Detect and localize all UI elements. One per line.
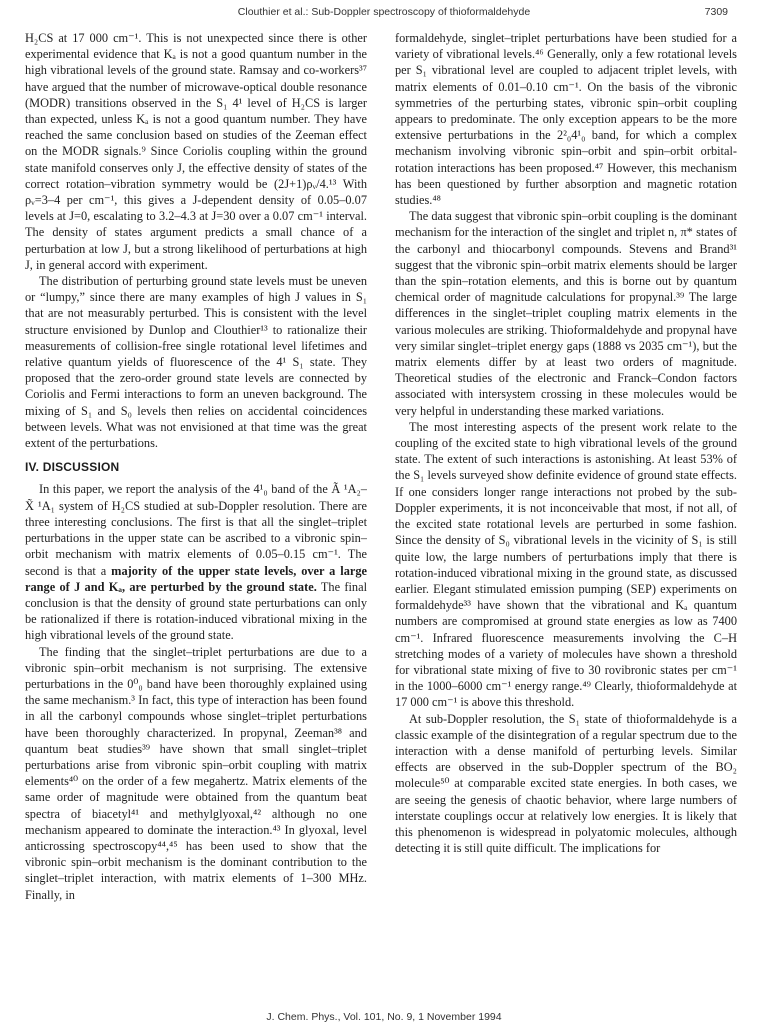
page-number: 7309 — [704, 6, 728, 18]
paragraph: The distribution of perturbing ground state levels must be uneven or “lumpy,” since there are many examples of high J values in S₁ that are not measurably perturbed. This is consistent with the level structure envisioned by Dunlop and Clouthier¹³ to rationalize their measurements of collision-free single rotational level lifetimes and relative quantum yields of fluorescence of the 4¹ S₁ state. They proposed that the zero-order ground state levels are connected by Coriolis and Fermi interactions to form an uneven background. The mixing of S₁ and S₀ levels then relies on accidental coincidences between levels. What was not envisioned at that time was the great extent of the perturbations. — [25, 274, 367, 451]
emphasized-text: majority of the upper state levels, over a large range of J and Kₐ, are perturbed by the ground state. — [25, 563, 367, 594]
paragraph: At sub-Doppler resolution, the S₁ state of thioformaldehyde is a classic example of the disintegration of a regular spectrum due to the interaction with a dense manifold of perturbing levels. Similar effects are observed in the sub-Doppler spectrum of the BO₂ molecule⁵⁰ at comparable excited state energies. In both cases, we are seeing the genesis of chaotic behavior, where large numbers of interstate couplings occur at relatively low energies. It is likely that this phenomenon is widespread in polyatomic molecules, although detecting it is still quite difficult. The implications for — [395, 711, 737, 856]
paragraph: The data suggest that vibronic spin–orbit coupling is the dominant mechanism for the interaction of the singlet and triplet n, π* states of the carbonyl and thiocarbonyl compounds. Stevens and Brand³¹ suggest that the vibronic spin–orbit matrix elements should be larger than the spin–rotation elements, and this is borne out by quantum chemical order of magnitude calculations for propynal.³⁹ The large differences in the singlet–triplet coupling matrix elements in the various molecules are striking. Thioformaldehyde and propynal have very similar singlet–triplet energy gaps (1888 vs 2035 cm⁻¹), but the matrix elements differ by at least two orders of magnitude. Theoretical studies of the electronic and Franck–Condon factors associated with intersystem crossing in these molecules would be very helpful in understanding these marked variations. — [395, 209, 737, 418]
paragraph: H₂CS at 17 000 cm⁻¹. This is not unexpected since there is other experimental evidence that Kₐ is not a good quantum number in the high vibrational levels of the ground state. Ramsay and co-workers³⁷ have argued that the number of microwave-optical double resonance (MODR) transitions observed in the S₁ 4¹ level of H₂CS is larger than expected, unless Kₐ is not a good quantum number. They have reached the same conclusion based on studies of the Zeeman effect on the MODR signals.⁹ Since Coriolis coupling within the ground state manifold conserves only J, the effective density of states of the correct rotation–vibration symmetry would be (2J+1)ρᵥ/4.¹³ With ρᵥ=3–4 per cm⁻¹, this gives a J-dependent density of 0.05–0.07 levels at J=0, escalating to 3.2–4.3 at J=30 over a 0.07 cm⁻¹ interval. The density of states argument predicts a small chance of a perturbation at low J, but a strong likelihood of perturbations at high J, in general accord with experiment. — [25, 31, 367, 272]
running-head — [0, 4, 768, 24]
paragraph-text: In this paper, we report the analysis of the 4¹₀ band of the Ã ¹A₂–X̃ ¹A₁ system of H₂CS studied at sub-Doppler resolution. There are three interesting conclusions. The first is that all the singlet–triplet perturbations in the upper state can be ascribed to a vibronic spin–orbit mechanism with matrix elements of 0.05–0.15 cm⁻¹. The second is that a — [25, 482, 367, 578]
journal-citation-footer: J. Chem. Phys., Vol. 101, No. 9, 1 November 1994 — [266, 1011, 502, 1023]
paragraph-text: The final conclusion is that the density of ground state perturbations can only be rationalized if there is rotation-induced vibrational mixing in the high vibrational levels of the ground state. — [25, 579, 367, 643]
paragraph: The most interesting aspects of the present work relate to the coupling of the excited state to high vibrational levels of the ground state. The extent of such interactions is astonishing. At least 53% of the S₁ levels surveyed show definite evidence of ground state effects. If one considers longer range interactions not probed by the sub-Doppler experiments, it is not inconceivable that most, if not all, of the excited state rotational levels are perturbed in some fashion. Since the density of S₀ vibrational levels in the vicinity of S₁ is still quite low, the large numbers of perturbations imply that there is rotation-induced vibrational mixing in the ground state, as discussed earlier. Elegant stimulated emission pumping (SEP) experiments on formaldehyde³³ have shown that the vibrational and Kₐ quantum numbers are compromised at ground state energies as low as 7400 cm⁻¹. Infrared fluorescence measurements involving the C–H stretching modes of a variety of molecules have shown a threshold for vibrational state mixing of five to 30 rovibronic states per cm⁻¹ in the 1000–6000 cm⁻¹ energy range.⁴⁹ Clearly, thioformaldehyde at 17 000 cm⁻¹ is above this threshold. — [395, 419, 737, 710]
paragraph: The finding that the singlet–triplet perturbations are due to a vibronic spin–orbit mechanism is not surprising. The extensive perturbations in the 0⁰₀ band have been thoroughly explained using the same mechanism.³ In fact, this type of interaction has been found in all the carbonyl compounds whose singlet–triplet perturbations have been thoroughly characterized. In propynal, Zeeman³⁸ and quantum beat studies³⁹ have shown that small singlet–triplet perturbations arise from vibronic spin–orbit coupling with matrix elements⁴⁰ on the order of a few megahertz. Matrix elements of the same order of magnitude were obtained from the quantum beat spectra of biacetyl⁴¹ and methylglyoxal,⁴² although no one mechanism appeared to dominate the interaction.⁴³ In glyoxal, level anticrossing spectroscopy⁴⁴,⁴⁵ has been used to show that the vibronic spin–orbit mechanism is the dominant contribution to the singlet–triplet interaction, with matrix elements of 1–300 MHz. Finally, in — [25, 644, 367, 902]
running-title: Clouthier et al.: Sub-Doppler spectroscopy of thioformaldehyde — [237, 6, 531, 18]
paragraph: formaldehyde, singlet–triplet perturbations have been studied for a variety of vibrational levels.⁴⁶ Generally, only a few rotational levels per S₁ vibrational level are coupled to adjacent triplet levels, with matrix elements of 0.01–0.10 cm⁻¹. On the basis of the vibronic symmetries of the perturbing states, vibronic spin–orbit coupling appears to predominate. The only exception appears to be the more extensive perturbations in the 2²₀4¹₀ band, for which a complex mechanism involving vibronic spin–orbit and spin–orbit orbital-rotation interactions has been proposed.⁴⁷ However, this mechanism has been questioned by further absorption and magnetic rotation studies.⁴⁸ — [395, 31, 737, 208]
left-column — [25, 30, 367, 1005]
paragraph — [25, 481, 367, 643]
right-column — [395, 30, 737, 1005]
section-heading: IV. DISCUSSION — [25, 460, 120, 475]
